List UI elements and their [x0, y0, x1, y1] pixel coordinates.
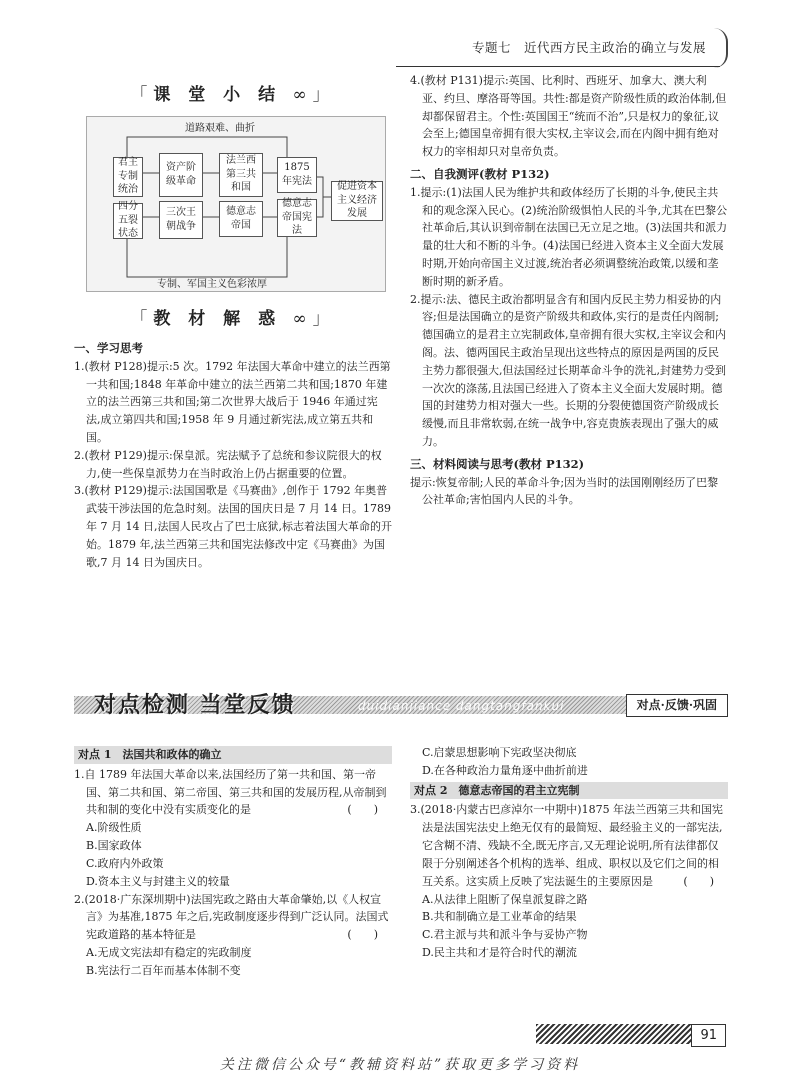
banner-pinyin: duidianjiance dangtangfankui	[358, 699, 565, 713]
material-answer: 提示:恢复帝制;人民的革命斗争;因为当时的法国刚刚经历了巴黎公社革命;害怕国内人民的斗争。	[410, 475, 719, 507]
answer-2: 2.(教材 P129)提示:保皇派。宪法赋予了总统和参议院很大的权力,使一些保皇派势力在当时政治上仍占据重要的位置。	[74, 448, 382, 480]
q3-option-b: B.共和制确立是工业革命的结果	[422, 910, 577, 924]
q3-option-d: D.民主共和才是符合时代的潮流	[422, 945, 577, 959]
subsection-self-test: 二、自我测评(教材 P132)	[410, 167, 550, 182]
q2-option-a: A.无成文宪法却有稳定的宪政制度	[86, 945, 252, 959]
question-3: 3.(2018·内蒙古巴彦淖尔一中期中)1875 年法兰西第三共和国宪法是法国宪法史上绝无仅有的最简短、最经验主义的一部宪法,它含糊不清、残缺不全,既无序言,又无理论说明,所有法律都仅限于分别阐述各个机构的选举、组成、职权以及它们之间的相互关系。这实质上反映了宪法诞生的主要原因是 ( )	[410, 803, 724, 888]
answer-4: 4.(教材 P131)提示:英国、比利时、西班牙、加拿大、澳大利亚、约旦、摩洛哥等国。共性:都是资产阶级性质的政治体制,但却都保留君主。个性:英国国王“统而不治”,只是权力的象征,议会至上;德国皇帝拥有很大实权,主宰议会,而在内阁中拥有绝对权力的宰相却只对皇帝负责。	[410, 74, 727, 159]
banner-tag: 对点·反馈·巩固	[626, 694, 728, 717]
running-header: 专题七 近代西方民主政治的确立与发展	[471, 40, 706, 55]
key-point-1: 对点 1 法国共和政体的确立	[74, 746, 392, 764]
question-2: 2.(2018·广东深圳期中)法国宪政之路由大革命肇始,以《人权宣言》为基准,1875 年之后,宪政制度逐步得到广泛认同。法国式宪政道路的基本特征是 ( )	[74, 892, 389, 942]
box-bourgeois-revolution: 资产阶级革命	[159, 153, 203, 197]
subsection-material: 三、材料阅读与思考(教材 P132)	[410, 456, 585, 471]
eval-answer-1: 1.提示:(1)法国人民为维护共和政体经历了长期的斗争,使民主共和的观念深入民心。(2)统治阶级惧怕人民的斗争,尤其在巴黎公社革命后,其认识到帝制在法国已无立足之地。(3)法国共和派力量的壮大和不断的斗争。(4)法国已经进入资本主义全面大发展时期,开始向帝国主义过渡,统治者必须调整统治政策,以缓和垄断时期的新矛盾。	[410, 185, 728, 288]
q2-option-c: C.启蒙思想影响下宪政坚决彻底	[422, 746, 577, 759]
box-absolute-monarchy: 君主专制统治	[113, 157, 143, 197]
box-third-republic: 法兰西第三共和国	[219, 153, 263, 197]
page-number-bar	[536, 1024, 726, 1044]
box-fragmented: 四分五裂状态	[113, 203, 143, 239]
right-column	[410, 72, 728, 509]
left-column	[74, 72, 392, 571]
eval-answer-2: 2.提示:法、德民主政治都明显含有和国内反民主势力相妥协的内容;但是法国确立的是资产阶级共和政体,实行的是责任内阁制;德国确立的是君主立宪制政体,皇帝拥有很大实权,主宰议会和内阁。法、德两国民主政治呈现出这些特点的原因是两国的反民主势力都很强大,但法国经过长期革命斗争的洗礼,封建势力受到一次次的涤荡,且法国已经进入了资本主义全面大发展时期。德国的封建势力相对强大一些。长期的分裂使德国资产阶级成长缓慢,而且非常软弱,在统一战争中,容克贵族表现出了强大的威力。	[410, 292, 726, 449]
question-1: 1.自 1789 年法国大革命以来,法国经历了第一共和国、第一帝国、第二共和国、第二帝国、第三共和国的发展历程,从帝制到共和制的变化中没有实质变化的是 ( )	[74, 767, 387, 817]
q2-option-b: B.宪法行二百年而基本体制不变	[86, 963, 241, 977]
q1-option-a: A.阶级性质	[86, 821, 142, 835]
exercise-right-column	[410, 744, 728, 962]
box-1875-constitution: 1875年宪法	[277, 157, 317, 193]
section-title-summary: 「课 堂 小 结 ∞」	[130, 85, 336, 105]
q1-option-c: C.政府内外政策	[86, 856, 164, 870]
exercise-left-column	[74, 744, 392, 980]
subsection-study: 一、学习思考	[74, 341, 143, 356]
q3-option-a: A.从法律上阻断了保皇派复辟之路	[422, 892, 588, 906]
header-rule	[396, 66, 720, 67]
page-number: 91	[691, 1024, 726, 1047]
summary-diagram	[86, 116, 386, 292]
answer-1: 1.(教材 P128)提示:5 次。1792 年法国大革命中建立的法兰西第一共和国;1848 年革命中建立的法兰西第二共和国;1870 年建立的法兰西第三共和国;第二次世界大战后于 1946 年通过宪法,成立第四共和国;1958 年 9 月通过新宪法,成立第五共和国。	[74, 359, 391, 444]
key-point-2: 对点 2 德意志帝国的君主立宪制	[410, 782, 728, 800]
box-german-constitution: 德意志帝国宪法	[277, 199, 317, 237]
q3-option-c: C.君主派与共和派斗争与妥协产物	[422, 928, 588, 942]
header-brace	[714, 28, 728, 68]
answer-3: 3.(教材 P129)提示:法国国歌是《马赛曲》,创作于 1792 年奥普武装干涉法国的危急时刻。法国的国庆日是 7 月 14 日。1789 年 7 月 14 日,法国人民攻占了巴士底狱,标志着法国大革命的开始。1879 年,法兰西第三共和国宪法修改中定《马赛曲》为国歌,7 月 14 日为国庆日。	[74, 484, 392, 569]
box-promote-capitalism: 促进资本主义经济发展	[331, 181, 383, 221]
q1-option-b: B.国家政体	[86, 839, 142, 853]
footer-note: 关注微信公众号“教辅资料站”获取更多学习资料	[219, 1057, 581, 1073]
box-three-wars: 三次王朝战争	[159, 201, 203, 239]
q2-option-d: D.在各种政治力量角逐中曲折前进	[422, 763, 588, 777]
practice-banner	[74, 686, 728, 722]
q1-option-d: D.资本主义与封建主义的较量	[86, 874, 230, 888]
diagram-bottom-label: 专制、军国主义色彩浓厚	[157, 278, 267, 290]
section-title-textbook: 「教 材 解 惑 ∞」	[130, 308, 336, 329]
box-german-empire: 德意志帝国	[219, 201, 263, 237]
diagram-top-label: 道路艰难、曲折	[185, 122, 255, 134]
banner-title: 对点检测 当堂反馈	[94, 692, 296, 718]
